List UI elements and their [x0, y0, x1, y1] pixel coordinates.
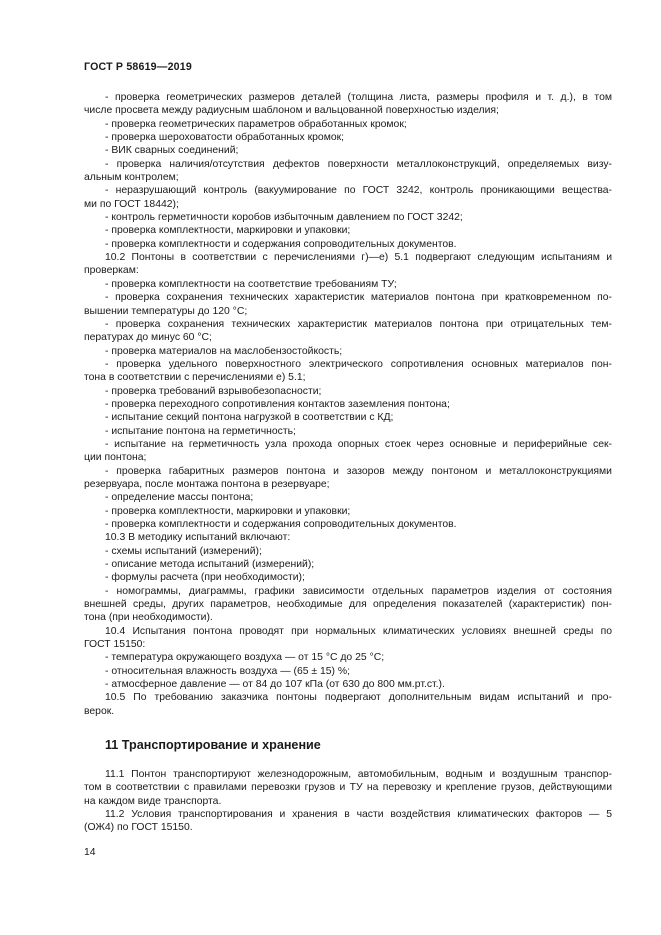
text-line: числе просвета между радиусным шаблоном и вальцованной поверхностью изделия; — [84, 105, 499, 117]
text-line: - испытание на герметичность узла прохода опорных стоек через основные и периферийные сек- — [105, 438, 612, 450]
text-line: - температура окружающего воздуха — от 15 °С до 25 °С; — [105, 652, 385, 664]
text-line: - определение массы понтона; — [105, 492, 254, 504]
text-line: том в соответствии с правилами перевозки грузов и ТУ на перевозку и крепление грузов, действующими — [84, 782, 612, 794]
text-line: тона в соответствии с перечислениями е) 5.1; — [84, 372, 306, 384]
text-line: - контроль герметичности коробов избыточным давлением по ГОСТ 3242; — [105, 212, 463, 224]
text-line: проверкам: — [84, 265, 139, 277]
text-line: - проверка геометрических параметров обработанных кромок; — [105, 118, 407, 130]
text-line: - проверка геометрических размеров деталей (толщина листа, размеры профиля и т. д.), в том — [105, 92, 612, 103]
text-line: - проверка сохранения технических характеристик материалов понтона при отрицательных тем- — [105, 318, 612, 330]
text-line: верок. — [84, 705, 115, 717]
text-line: - проверка габаритных размеров понтона и зазоров между понтоном и металлоконструкциями — [105, 465, 612, 477]
text-line: - испытание секций понтона нагрузкой в соответствии с КД; — [105, 412, 394, 424]
text-line: - проверка комплектности, маркировки и упаковки; — [105, 225, 351, 237]
text-line: - описание метода испытаний (измерений); — [105, 559, 315, 571]
page-number: 14 — [84, 847, 96, 858]
text-line: - проверка комплектности и содержания сопроводительных документов. — [105, 519, 457, 530]
text-line: - проверка шероховатости обработанных кромок; — [105, 132, 345, 144]
text-line: резервуара, после монтажа понтона в резервуаре; — [84, 478, 330, 490]
text-line: тона (при необходимости). — [84, 612, 213, 624]
text-line: внешней среды, других параметров, необходимые для определения показателей (характеристик) пон- — [84, 599, 612, 611]
text-line: 10.3 В методику испытаний включают: — [105, 532, 291, 544]
text-line: - проверка наличия/отсутствия дефектов поверхности металлоконструкций, определяемых визу- — [105, 158, 612, 170]
text-line: 11.2 Условия транспортирования и хранения в части воздействия климатических факторов — 5 — [105, 809, 612, 821]
text-line: - номограммы, диаграммы, графики зависимости отдельных параметров изделия от состояния — [105, 585, 612, 597]
text-line: - испытание понтона на герметичность; — [105, 425, 296, 437]
text-line: 10.2 Понтоны в соответствии с перечислениями г)—е) 5.1 подвергают следующим испытаниям и — [105, 252, 612, 264]
text-line: - проверка требований взрывобезопасности; — [105, 385, 322, 397]
text-line: - проверка удельного поверхностного электрического сопротивления основных материалов пон- — [105, 358, 612, 370]
text-line: 10.5 По требованию заказчика понтоны подвергают дополнительным видам испытаний и про- — [105, 692, 612, 704]
text-line: - проверка комплектности и содержания сопроводительных документов. — [105, 238, 457, 250]
text-line: вышении температуры до 120 °С; — [84, 305, 248, 317]
text-line: - ВИК сварных соединений; — [105, 145, 239, 157]
section-10-text — [84, 91, 612, 718]
text-line: альным контролем; — [84, 172, 179, 184]
text-line: - формулы расчета (при необходимости); — [105, 572, 305, 584]
text-line: - проверка комплектности на соответствие требованиям ТУ; — [105, 278, 397, 290]
text-line: - неразрушающий контроль (вакуумирование по ГОСТ 3242, контроль проникающими вещества- — [105, 185, 612, 197]
text-line: - проверка переходного сопротивления контактов заземления понтона; — [105, 398, 450, 410]
text-line: - схемы испытаний (измерений); — [105, 545, 262, 557]
text-line: - атмосферное давление — от 84 до 107 кПа (от 630 до 800 мм.рт.ст.). — [105, 679, 445, 691]
text-line: ГОСТ 15150: — [84, 639, 146, 651]
text-line: - проверка комплектности, маркировки и упаковки; — [105, 505, 351, 517]
section-11-text — [84, 768, 612, 835]
text-line: ции понтона; — [84, 452, 147, 464]
text-line: 11.1 Понтон транспортируют железнодорожным, автомобильным, водным и воздушным транспор- — [105, 769, 612, 780]
text-line: ми по ГОСТ 18442); — [84, 198, 179, 210]
text-line: - проверка материалов на маслобензостойкость; — [105, 345, 343, 357]
document-header: ГОСТ Р 58619—2019 — [84, 61, 192, 73]
text-line: - относительная влажность воздуха — (65 ± 15) %; — [105, 665, 351, 677]
section-title: 11 Транспортирование и хранение — [105, 738, 321, 752]
text-line: пературах до минус 60 °С; — [84, 332, 212, 344]
text-line: 10.4 Испытания понтона проводят при нормальных климатических условиях внешней среды по — [105, 625, 612, 637]
text-line: - проверка сохранения технических характеристик материалов понтона при кратковременном по- — [105, 292, 612, 304]
text-line: (ОЖ4) по ГОСТ 15150. — [84, 822, 193, 834]
text-line: на каждом виде транспорта. — [84, 795, 222, 807]
